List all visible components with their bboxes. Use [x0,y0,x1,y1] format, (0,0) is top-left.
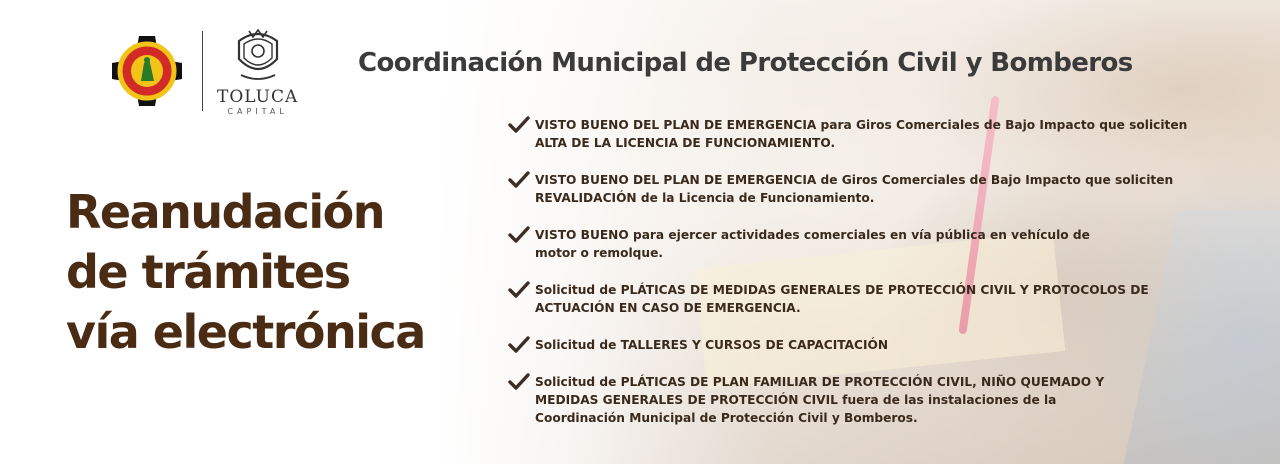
checkmark-icon [508,171,530,189]
checkmark-icon [508,116,530,134]
headline [66,182,425,362]
list-item [508,171,1248,207]
toluca-seal-icon [233,27,283,87]
list-item-line: VISTO BUENO DEL PLAN DE EMERGENCIA de Giros Comerciales de Bajo Impacto que soliciten [535,173,1174,187]
headline-line-2: de trámites [66,245,350,299]
procedures-list [508,116,1248,446]
bomberos-shield-icon [110,34,184,108]
checkmark-icon [508,336,530,354]
checkmark-icon [508,281,530,299]
toluca-logo [217,27,298,116]
list-item-line: Solicitud de PLÁTICAS DE MEDIDAS GENERALES DE PROTECCIÓN CIVIL Y PROTOCOLOS DE [535,283,1149,297]
toluca-wordmark: TOLUCA [217,86,299,107]
list-item [508,336,1248,354]
list-item [508,373,1248,427]
list-item [508,226,1248,262]
list-item-line: motor o remolque. [535,246,663,260]
list-item-line: VISTO BUENO DEL PLAN DE EMERGENCIA para Giros Comerciales de Bajo Impacto que soliciten [535,118,1188,132]
logos [110,26,298,116]
list-item-line: ACTUACIÓN EN CASO DE EMERGENCIA. [535,301,801,315]
list-item-line: MEDIDAS GENERALES DE PROTECCIÓN CIVIL fuera de las instalaciones de la [535,393,1057,407]
list-item-line: Coordinación Municipal de Protección Civil y Bomberos. [535,411,918,425]
list-item [508,281,1248,317]
logo-divider [202,31,203,111]
list-item [508,116,1248,152]
headline-line-1: Reanudación [66,185,385,239]
list-item-line: Solicitud de TALLERES Y CURSOS DE CAPACITACIÓN [535,338,889,352]
list-item-line: REVALIDACIÓN de la Licencia de Funcionamiento. [535,191,875,205]
list-item-line: ALTA DE LA LICENCIA DE FUNCIONAMIENTO. [535,136,836,150]
organization-title: Coordinación Municipal de Protección Civil y Bomberos [358,48,1133,78]
toluca-subtitle: CAPITAL [227,106,288,116]
list-item-line: Solicitud de PLÁTICAS DE PLAN FAMILIAR DE PROTECCIÓN CIVIL, NIÑO QUEMADO Y [535,375,1105,389]
checkmark-icon [508,373,530,391]
checkmark-icon [508,226,530,244]
headline-line-3: vía electrónica [66,305,425,359]
list-item-line: VISTO BUENO para ejercer actividades comerciales en vía pública en vehículo de [535,228,1090,242]
